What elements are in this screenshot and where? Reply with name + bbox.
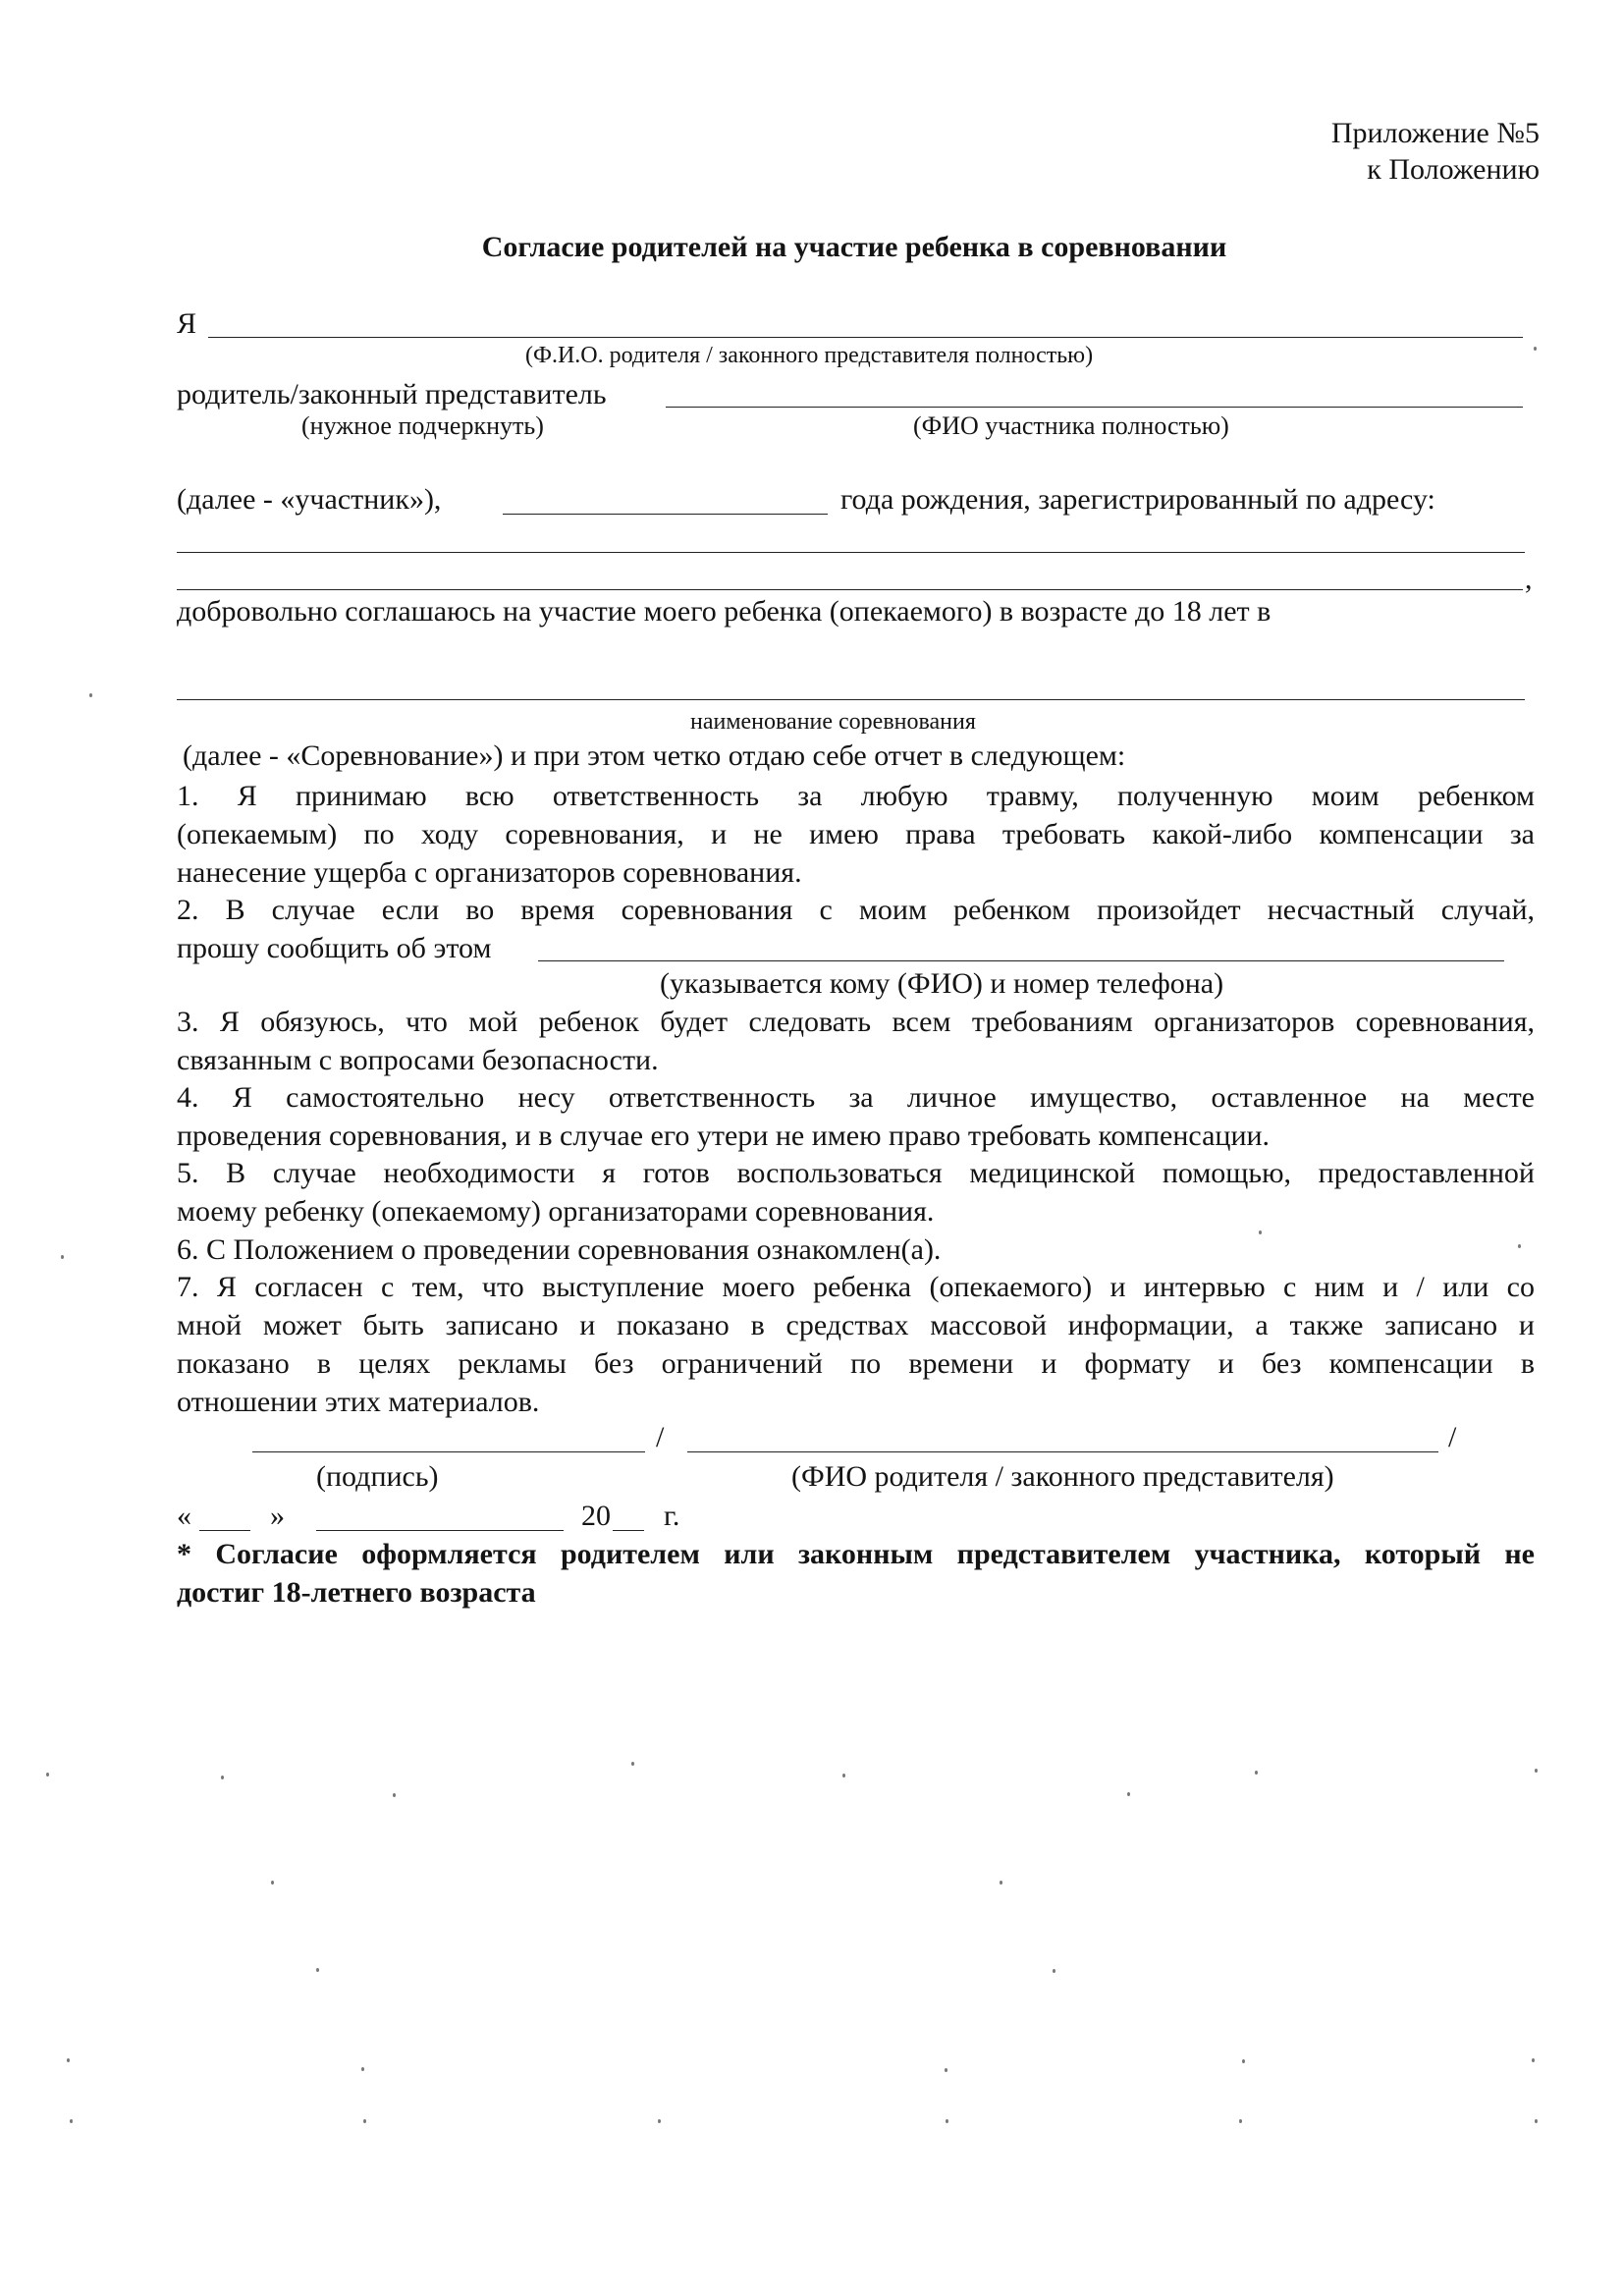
signature-field[interactable]: [252, 1451, 645, 1452]
address-field-line-1[interactable]: [177, 552, 1525, 553]
item-3-line-1: 3. Я обязуюсь, что мой ребенок будет следовать всем требованиям организаторов соревнования,: [177, 1006, 1535, 1038]
date-open-quote: «: [177, 1500, 191, 1532]
representative-label: родитель/законный представитель: [177, 378, 607, 410]
scan-speck: [946, 2119, 948, 2123]
item-7-line-3: показано в целях рекламы без ограничений по времени и формату и без компенсации в: [177, 1347, 1535, 1380]
emergency-contact-field[interactable]: [538, 960, 1504, 961]
underline-caption: (нужное подчеркнуть): [301, 411, 544, 440]
scan-speck: [361, 2067, 364, 2071]
item-4-line-1: 4. Я самостоятельно несу ответственность за личное имущество, оставленное на месте: [177, 1081, 1535, 1114]
address-field-line-2[interactable]: [177, 589, 1523, 590]
document-title: Согласие родителей на участие ребенка в соревновании: [481, 231, 1227, 263]
scan-speck: [221, 1776, 224, 1779]
scan-speck: [1000, 1881, 1002, 1885]
note-line-1: * Согласие оформляется родителем или законным представителем участника, который не: [177, 1538, 1535, 1570]
scan-speck: [1535, 1769, 1538, 1773]
item-7-line-2: мной может быть записано и показано в средствах массовой информации, а также записано и: [177, 1309, 1535, 1341]
scan-speck: [316, 1968, 319, 1972]
date-year-suffix: г.: [664, 1500, 680, 1532]
appendix-reference: к Положению: [1367, 153, 1540, 186]
address-comma: ,: [1525, 563, 1533, 595]
item-1-line-3: нанесение ущерба с организаторов соревнования.: [177, 856, 802, 889]
scan-speck: [89, 693, 92, 697]
appendix-number: Приложение №5: [1330, 117, 1540, 149]
note-line-2: достиг 18-летнего возраста: [177, 1576, 536, 1609]
participant-name-caption: (ФИО участника полностью): [913, 411, 1229, 440]
item-1-line-2: (опекаемым) по ходу соревнования, и не имею права требовать какой-либо компенсации за: [177, 818, 1535, 850]
item-4-line-2: проведения соревнования, и в случае его утери не имею право требовать компенсации.: [177, 1120, 1271, 1152]
scan-speck: [46, 1773, 49, 1777]
item-3-line-2: связанным с вопросами безопасности.: [177, 1044, 659, 1076]
date-day-field[interactable]: [199, 1530, 250, 1531]
scan-speck: [945, 2068, 947, 2072]
date-close-quote: »: [270, 1500, 285, 1532]
i-prefix: Я: [177, 307, 197, 340]
scan-speck: [1518, 1244, 1521, 1248]
scan-speck: [363, 2119, 366, 2123]
item-7-line-4: отношении этих материалов.: [177, 1386, 540, 1418]
parent-name-signature-caption: (ФИО родителя / законного представителя): [791, 1460, 1334, 1493]
participant-prefix: (далее - «участник»),: [177, 483, 442, 516]
participant-name-field[interactable]: [666, 407, 1523, 408]
scan-speck: [70, 2119, 73, 2123]
scan-speck: [1053, 1969, 1055, 1973]
scan-speck: [1127, 1792, 1130, 1796]
item-5-line-1: 5. В случае необходимости я готов воспользоваться медицинской помощью, предоставленной: [177, 1157, 1535, 1189]
signature-slash-1: /: [656, 1421, 665, 1453]
scan-speck: [1259, 1230, 1262, 1234]
scan-speck: [1242, 2059, 1245, 2063]
item-6: 6. С Положением о проведении соревнования ознакомлен(а).: [177, 1233, 942, 1266]
parent-name-field[interactable]: [208, 337, 1523, 338]
competition-suffix: (далее - «Соревнование») и при этом четко отдаю себе отчет в следующем:: [183, 739, 1126, 772]
scan-speck: [1239, 2119, 1242, 2123]
scan-speck: [393, 1793, 396, 1797]
signature-slash-2: /: [1448, 1421, 1457, 1453]
parent-name-caption: (Ф.И.О. родителя / законного представителя полностью): [525, 343, 1094, 368]
item-1-line-1: 1. Я принимаю всю ответственность за любую травму, полученную моим ребенком: [177, 780, 1535, 812]
scan-speck: [842, 1774, 845, 1777]
scan-speck: [271, 1881, 274, 1885]
competition-name-field[interactable]: [177, 699, 1525, 700]
scan-speck: [658, 2119, 661, 2123]
date-year-field[interactable]: [613, 1530, 644, 1531]
scan-speck: [1255, 1771, 1258, 1775]
scan-speck: [1535, 2119, 1538, 2123]
item-2-prefix: прошу сообщить об этом: [177, 932, 492, 964]
consent-statement: добровольно соглашаюсь на участие моего ребенка (опекаемого) в возрасте до 18 лет в: [177, 595, 1271, 628]
scan-speck: [1534, 347, 1537, 351]
item-5-line-2: моему ребенку (опекаемому) организаторами соревнования.: [177, 1195, 935, 1228]
parent-name-signature-field[interactable]: [687, 1451, 1438, 1452]
scan-speck: [1532, 2058, 1535, 2062]
birth-address-label: года рождения, зарегистрированный по адресу:: [840, 483, 1435, 516]
emergency-contact-caption: (указывается кому (ФИО) и номер телефона): [660, 967, 1224, 1000]
date-month-field[interactable]: [316, 1530, 564, 1531]
birth-year-field[interactable]: [503, 514, 828, 515]
item-2-line-1: 2. В случае если во время соревнования с моим ребенком произойдет несчастный случай,: [177, 894, 1535, 926]
scan-speck: [67, 2058, 70, 2062]
signature-caption: (подпись): [316, 1460, 439, 1493]
item-7-line-1: 7. Я согласен с тем, что выступление моего ребенка (опекаемого) и интервью с ним и / или со: [177, 1271, 1535, 1303]
scan-speck: [631, 1762, 634, 1766]
date-year-prefix: 20: [581, 1500, 611, 1532]
competition-name-caption: наименование соревнования: [690, 709, 976, 735]
scan-speck: [61, 1255, 64, 1259]
